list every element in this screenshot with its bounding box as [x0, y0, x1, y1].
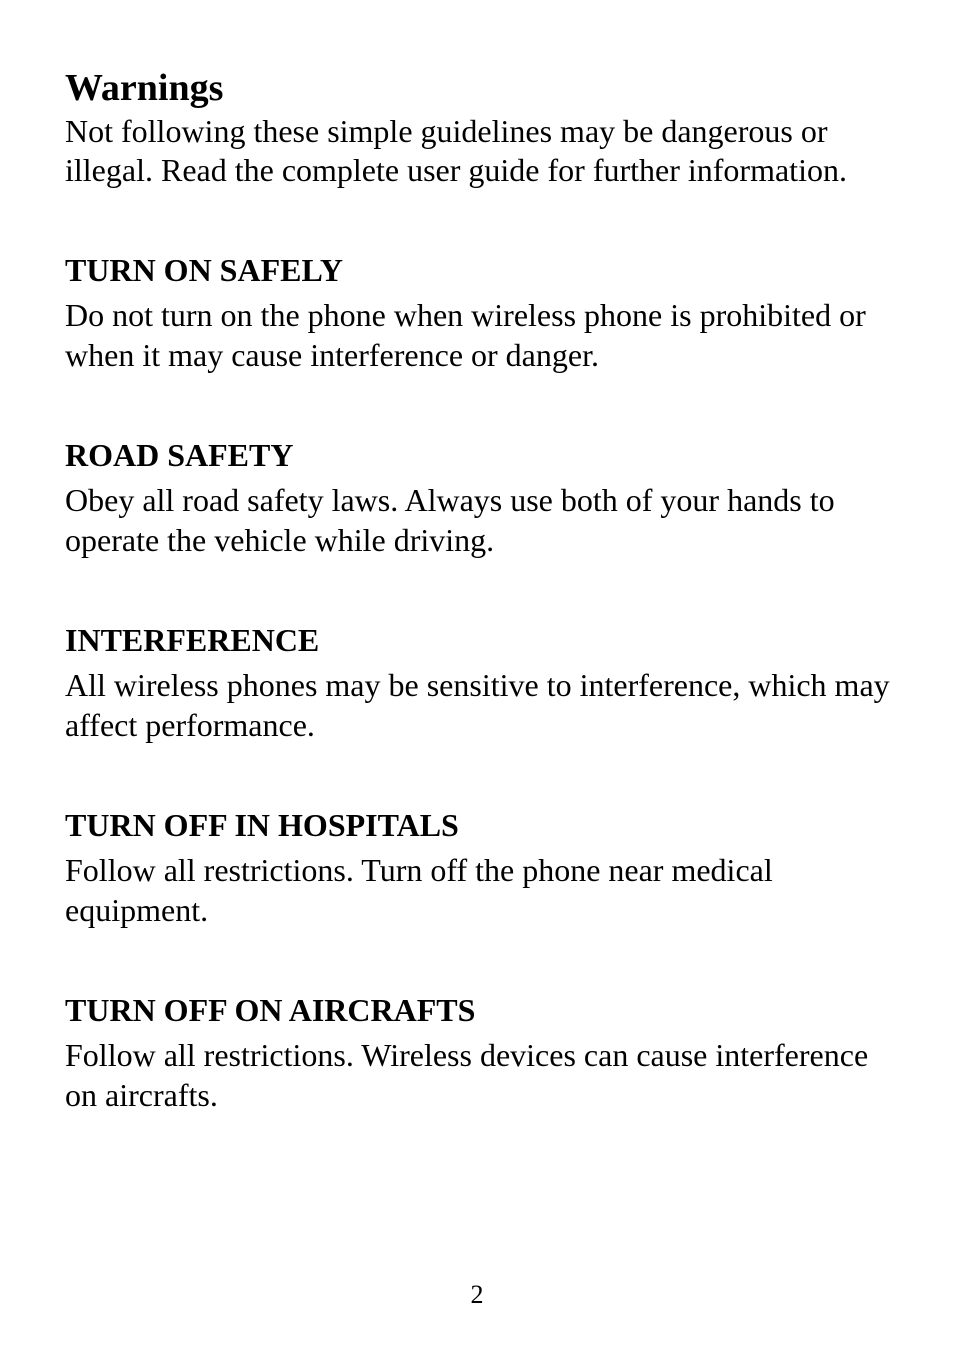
section-road-safety	[65, 436, 895, 560]
section-body: Follow all restrictions. Turn off the phone near medical equipment.	[65, 852, 773, 928]
page-title: Warnings	[65, 67, 224, 109]
section-heading: TURN OFF ON AIRCRAFTS	[65, 992, 476, 1028]
page-number: 2	[470, 1280, 484, 1309]
section-heading: ROAD SAFETY	[65, 437, 294, 473]
section-turn-on-safely	[65, 251, 895, 375]
section-body: Follow all restrictions. Wireless devices can cause interference on aircrafts.	[65, 1037, 869, 1113]
intro-paragraph: Not following these simple guidelines may be dangerous or illegal. Read the complete user guide for further information.	[65, 113, 847, 188]
section-body: Obey all road safety laws. Always use both of your hands to operate the vehicle while driving.	[65, 482, 835, 558]
document-page	[65, 64, 895, 1115]
section-turn-off-in-hospitals	[65, 806, 895, 930]
section-body: All wireless phones may be sensitive to interference, which may affect performance.	[65, 667, 890, 743]
section-heading: TURN ON SAFELY	[65, 252, 343, 288]
section-body: Do not turn on the phone when wireless phone is prohibited or when it may cause interference or danger.	[65, 297, 866, 373]
section-heading: TURN OFF IN HOSPITALS	[65, 807, 459, 843]
section-interference	[65, 621, 895, 745]
section-heading: INTERFERENCE	[65, 622, 320, 658]
section-turn-off-on-aircrafts	[65, 991, 895, 1115]
